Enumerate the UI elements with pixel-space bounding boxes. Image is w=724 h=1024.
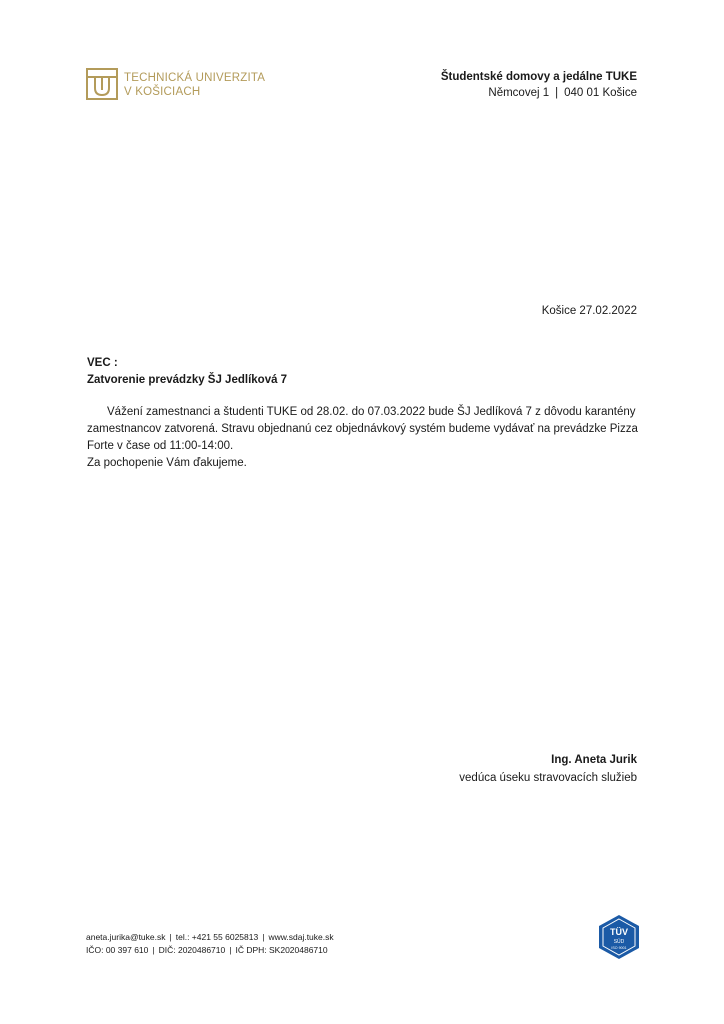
- logo-line-1: TECHNICKÁ UNIVERZITA: [124, 72, 266, 84]
- footer-separator: |: [229, 945, 232, 955]
- logo-line-2: V KOŠICIACH: [124, 86, 201, 98]
- signature-block: [459, 751, 637, 787]
- badge-top-text: TÜV: [610, 927, 628, 937]
- address-separator: |: [555, 87, 559, 99]
- tuke-logo-icon: [86, 68, 118, 100]
- footer-line-1: [86, 931, 334, 944]
- badge-mid-text: SÜD: [613, 939, 625, 945]
- footer-separator: |: [262, 932, 265, 942]
- tuv-badge-icon: [597, 914, 641, 960]
- footer-contact: [86, 931, 334, 957]
- tuv-certification-badge: [597, 914, 641, 960]
- footer-line-2: [86, 944, 334, 957]
- body-paragraph: Vážení zamestnanci a študenti TUKE od 28.02. do 07.03.2022 bude ŠJ Jedlíková 7 z dôvodu karantény zamestnancov zatvorená. Stravu objednanú cez objednávkový systém budeme vydávať na prevádzke Pizza Forte v čase od 11:00-14:00.: [87, 406, 638, 452]
- footer-icdph: IČ DPH: SK2020486710: [235, 945, 328, 955]
- address-street: Němcovej 1: [488, 87, 550, 99]
- footer-phone: tel.: +421 55 6025813: [175, 932, 259, 942]
- organization-name: Študentské domovy a jedálne TUKE: [440, 71, 637, 83]
- subject-block: [87, 355, 287, 389]
- signatory-role: vedúca úseku stravovacích služieb: [459, 772, 637, 784]
- footer-web[interactable]: www.sdaj.tuke.sk: [268, 932, 334, 942]
- body-closing: Za pochopenie Vám ďakujeme.: [87, 457, 247, 469]
- university-logo: [86, 68, 286, 102]
- footer-separator: |: [169, 932, 172, 942]
- address-line: [441, 85, 637, 101]
- footer-dic: DIČ: 2020486710: [158, 945, 226, 955]
- subject-title: Zatvorenie prevádzky ŠJ Jedlíková 7: [87, 374, 288, 386]
- signatory-name: Ing. Aneta Jurik: [551, 754, 637, 766]
- subject-label: VEC :: [87, 357, 118, 369]
- logo-text: [124, 71, 265, 99]
- letterhead-address: [441, 69, 637, 101]
- address-city: 040 01 Košice: [564, 87, 637, 99]
- letter-body: [87, 404, 639, 472]
- letter-date: Košice 27.02.2022: [541, 305, 637, 317]
- footer-ico: IČO: 00 397 610: [86, 945, 149, 955]
- footer-separator: |: [152, 945, 155, 955]
- footer-email[interactable]: aneta.jurika@tuke.sk: [86, 932, 166, 942]
- badge-bottom-text: ISO 9001: [611, 946, 627, 950]
